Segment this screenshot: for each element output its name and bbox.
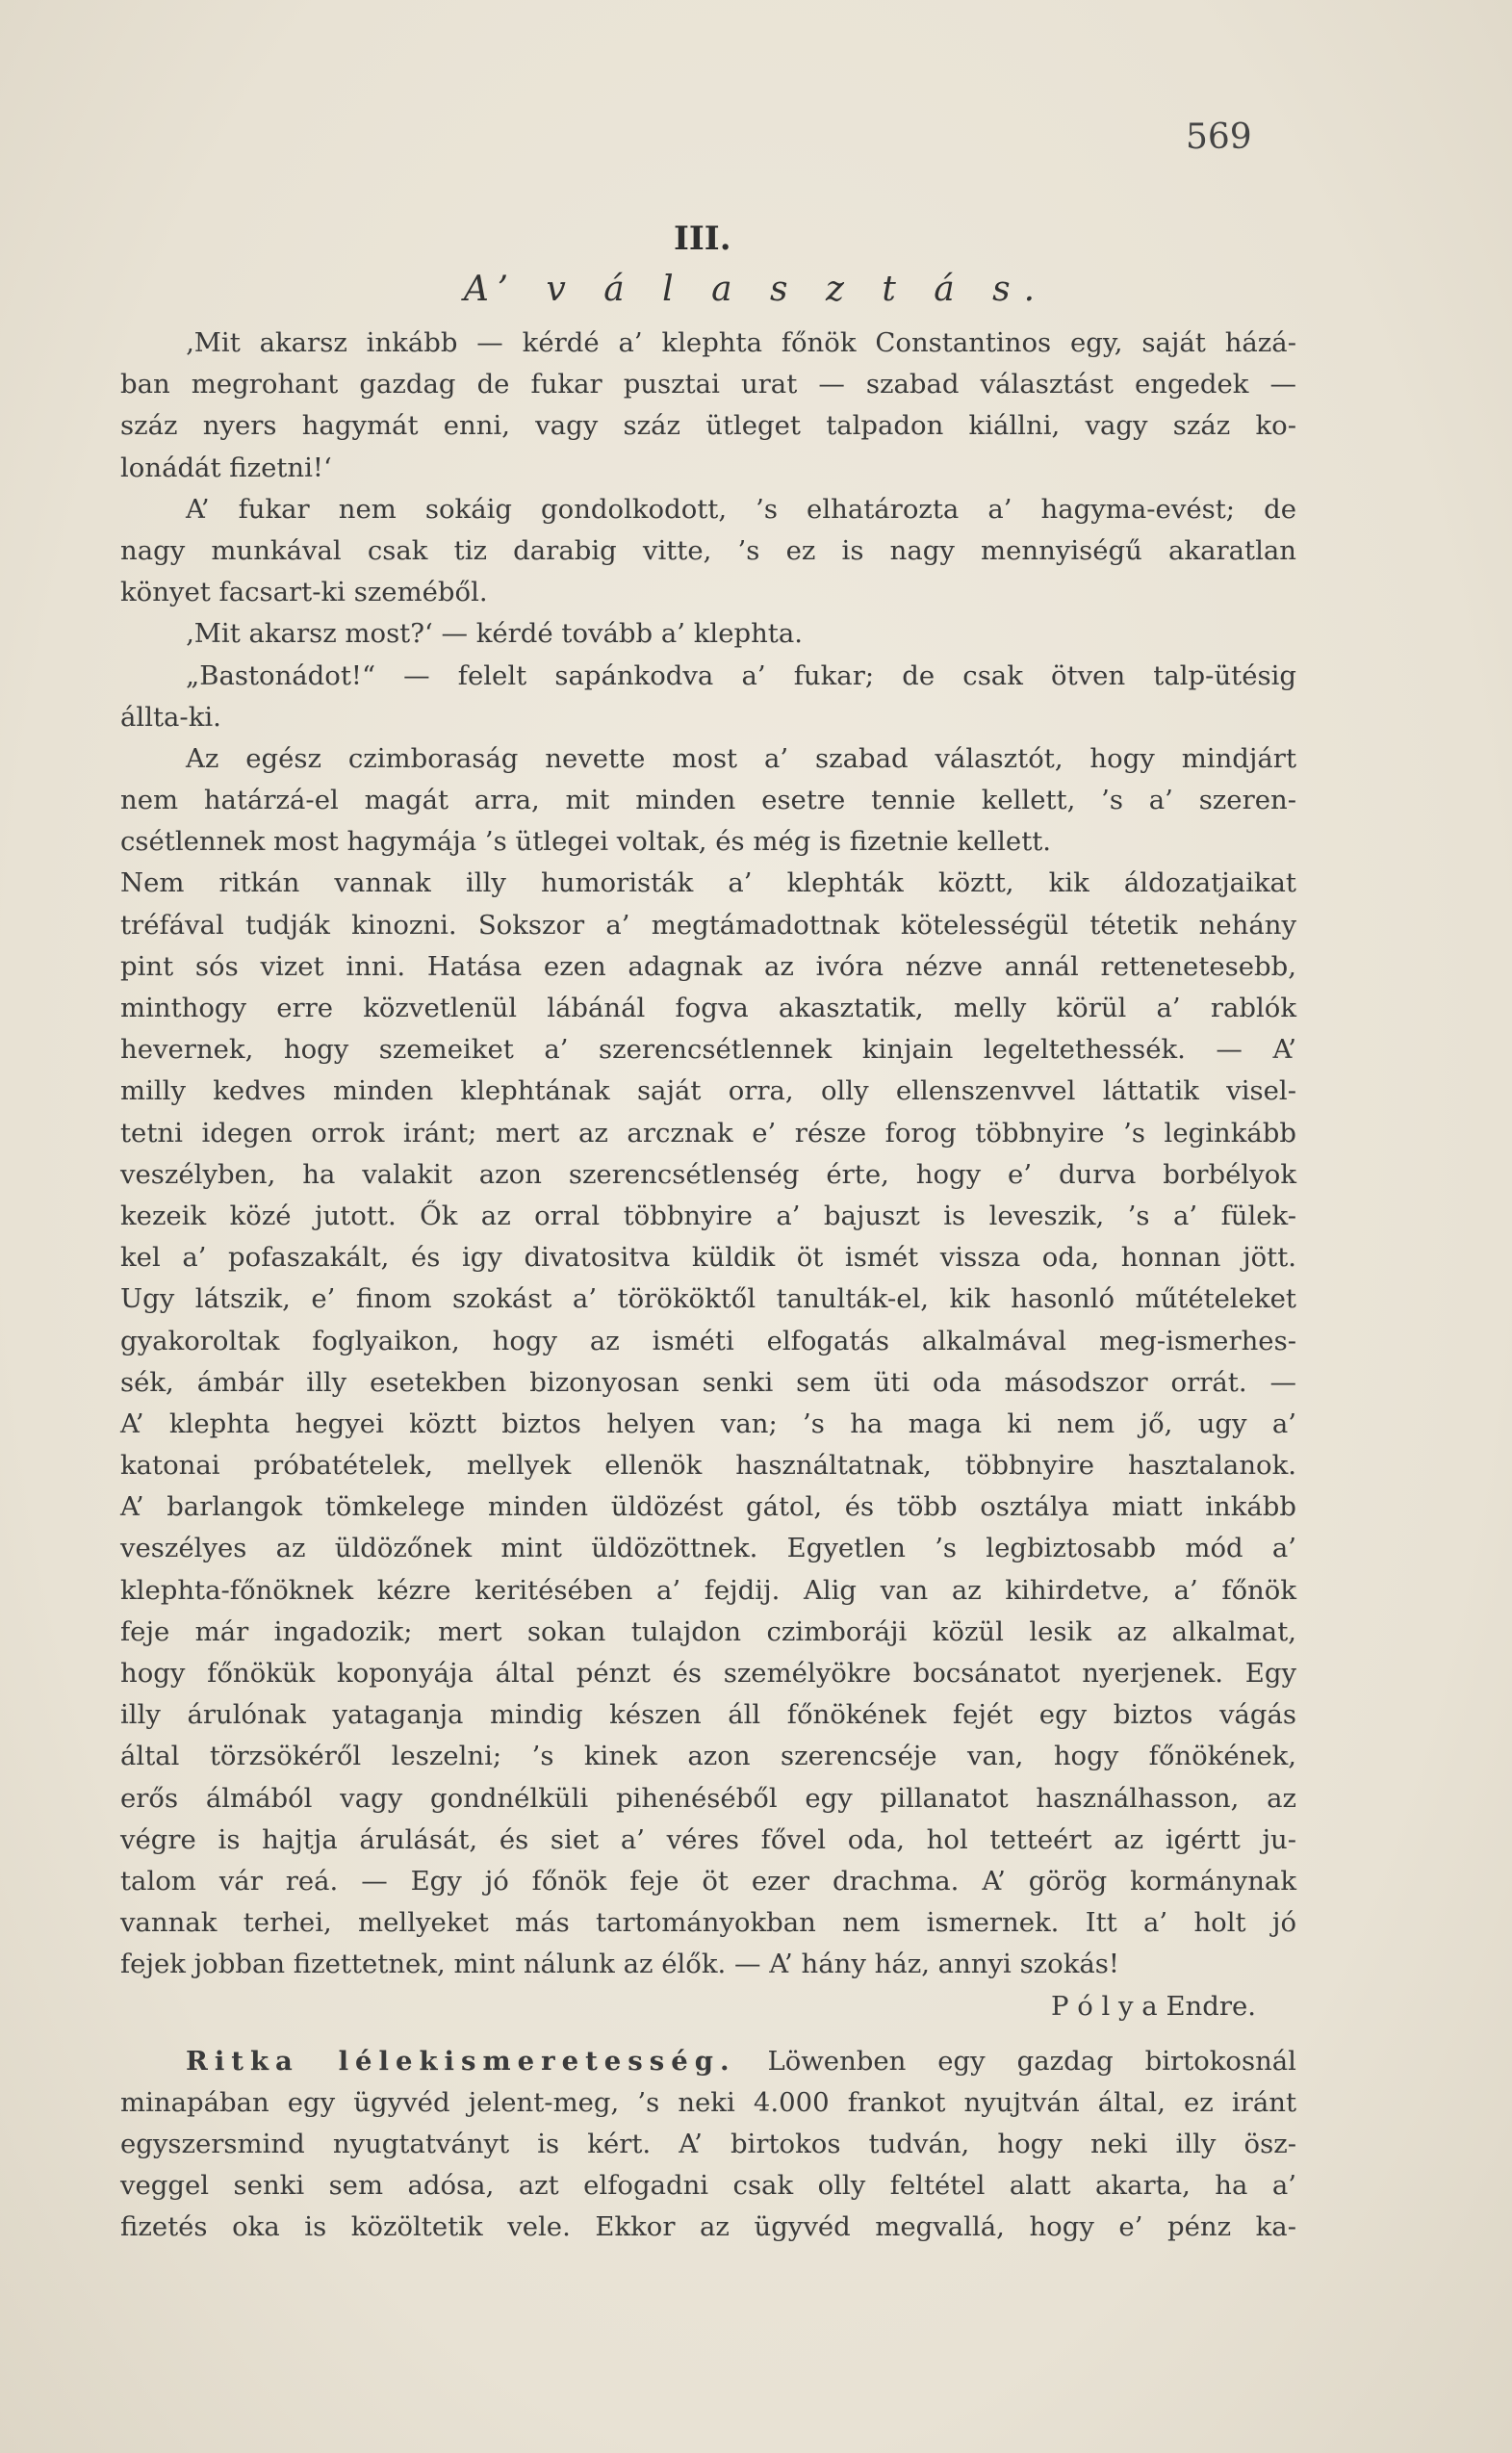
second-article-first-line-text: Löwenben egy gazdag birtokosnál <box>735 2045 1296 2077</box>
text-line: által törzsökéről leszelni; ’s kinek azon szerencséje van, hogy főnökének, <box>120 1741 1296 1772</box>
text-line: Nem ritkán vannak illy humoristák a’ klephták köztt, kik áldozatjaikat <box>120 867 1296 899</box>
second-article-heading: Ritka lélekismeretesség. <box>186 2045 736 2077</box>
text-line: fizetés oka is közöltetik vele. Ekkor az ügyvéd megvallá, hogy e’ pénz ka- <box>120 2211 1296 2243</box>
text-line: száz nyers hagymát enni, vagy száz ütleget talpadon kiállni, vagy száz ko- <box>120 410 1296 442</box>
page-number: 569 <box>1186 117 1252 157</box>
text-line: ‚Mit akarsz inkább — kérdé a’ klephta főnök Constantinos egy, saját házá- <box>186 327 1296 358</box>
text-line: talom vár reá. — Egy jó főnök feje öt ezer drachma. A’ görög kormánynak <box>120 1865 1296 1897</box>
text-line: minthogy erre közvetlenül lábánál fogva akasztatik, melly körül a’ rablók <box>120 993 1296 1023</box>
text-line: végre is hajtja árulását, és siet a’ véres fővel oda, hol tetteért az igértt ju- <box>120 1823 1296 1855</box>
text-line: klephta-főnöknek kézre keritésében a’ fejdij. Alig van az kihirdetve, a’ főnök <box>120 1574 1296 1606</box>
text-line: A’ klephta hegyei köztt biztos helyen van; ’s ha maga ki nem jő, ugy a’ <box>120 1407 1296 1439</box>
text-line: erős álmából vagy gondnélküli pihenéséből egy pillanatot használhasson, az <box>120 1782 1296 1814</box>
second-article-first-line <box>120 2041 1296 2082</box>
text-line: gyakoroltak foglyaikon, hogy az isméti elfogatás alkalmával meg-ismerhes- <box>120 1325 1296 1356</box>
text-line: Ugy látszik, e’ finom szokást a’ törököktől tanulták-el, kik hasonló műtételeket <box>120 1283 1296 1315</box>
text-line: veszélyben, ha valakit azon szerencsétlenség érte, hogy e’ durva borbélyok <box>120 1158 1296 1190</box>
text-line: kezeik közé jutott. Ők az orral többnyire a’ bajuszt is leveszik, ’s a’ fülek- <box>120 1200 1296 1231</box>
text-line: A’ fukar nem sokáig gondolkodott, ’s elhatározta a’ hagyma-evést; de <box>186 493 1296 525</box>
text-line: csétlennek most hagymája ’s ütlegei voltak, és még is fizetnie kellett. <box>120 826 1052 858</box>
second-article-paragraphs <box>120 2082 1296 2249</box>
text-line: tetni idegen orrok iránt; mert az arcznak e’ része forog többnyire ’s leginkább <box>120 1117 1296 1149</box>
section-number: III. <box>674 219 731 258</box>
section-title: A’ v á l a s z t á s. <box>463 270 1049 309</box>
text-line: hogy főnökük koponyája által pénzt és személyökre bocsánatot nyerjenek. Egy <box>120 1658 1296 1689</box>
text-line: feje már ingadozik; mert sokan tulajdon czimboráji közül lesik az alkalmat, <box>120 1615 1296 1647</box>
text-line: milly kedves minden klephtának saját orra, olly ellenszenvvel láttatik visel- <box>120 1075 1296 1107</box>
text-line: lonádát fizetni!‘ <box>120 452 332 483</box>
text-line: veszélyes az üldözőnek mint üldözöttnek. Egyetlen ’s legbiztosabb mód a’ <box>120 1533 1296 1564</box>
text-line: kel a’ pofaszakált, és igy divatositva küldik öt ismét vissza oda, honnan jött. <box>120 1242 1296 1274</box>
text-line: tréfával tudják kinozni. Sokszor a’ megtámadottnak kötelességül tétetik nehány <box>120 909 1296 941</box>
text-line: egyszersmind nyugtatványt is kért. A’ birtokos tudván, hogy neki illy ösz- <box>120 2129 1296 2160</box>
text-line: ‚Mit akarsz most?‘ — kérdé tovább a’ klephta. <box>186 618 803 650</box>
text-line: illy árulónak yataganja mindig készen áll főnökének fejét egy biztos vágás <box>120 1699 1296 1731</box>
text-line: állta-ki. <box>120 701 221 733</box>
text-line: ban megrohant gazdag de fukar pusztai urat — szabad választást engedek — <box>120 369 1296 400</box>
article-paragraphs <box>120 323 1296 1986</box>
text-line: pint sós vizet inni. Hatása ezen adagnak az ivóra nézve annál rettenetesebb, <box>120 950 1296 982</box>
text-line: Az egész czimboraság nevette most a’ szabad választót, hogy mindjárt <box>186 742 1296 774</box>
text-line: minapában egy ügyvéd jelent-meg, ’s neki 4.000 frankot nyujtván által, ez iránt <box>120 2086 1296 2118</box>
text-line: nagy munkával csak tiz darabig vitte, ’s ez is nagy mennyiségű akaratlan <box>120 534 1296 566</box>
text-line: fejek jobban fizettetnek, mint nálunk az élők. — A’ hány ház, annyi szokás! <box>120 1949 1119 1980</box>
text-line: sék, ámbár illy esetekben bizonyosan senki sem üti oda másodszor orrát. — <box>120 1366 1296 1398</box>
text-line: vannak terhei, mellyeket más tartományokban nem ismernek. Itt a’ holt jó <box>120 1907 1296 1939</box>
text-line: hevernek, hogy szemeiket a’ szerencsétlennek kinjain legeltethessék. — A’ <box>120 1034 1296 1066</box>
text-line: A’ barlangok tömkelege minden üldözést gátol, és több osztálya miatt inkább <box>120 1491 1296 1523</box>
text-line: „Bastonádot!“ — felelt sapánkodva a’ fukar; de csak ötven talp-ütésig <box>186 659 1296 691</box>
article-text <box>120 323 1296 2249</box>
text-line: nem határzá-el magát arra, mit minden esetre tennie kellett, ’s a’ szeren- <box>120 785 1296 816</box>
article-separator <box>120 2027 1296 2041</box>
text-line: veggel senki sem adósa, azt elfogadni csak olly feltétel alatt akarta, ha a’ <box>120 2170 1296 2202</box>
text-line: katonai próbatételek, mellyek ellenök használtatnak, többnyire hasztalanok. <box>120 1450 1296 1482</box>
text-line: könyet facsart-ki szeméből. <box>120 577 488 608</box>
article-signature: P ó l y a Endre. <box>1050 1990 1256 2022</box>
